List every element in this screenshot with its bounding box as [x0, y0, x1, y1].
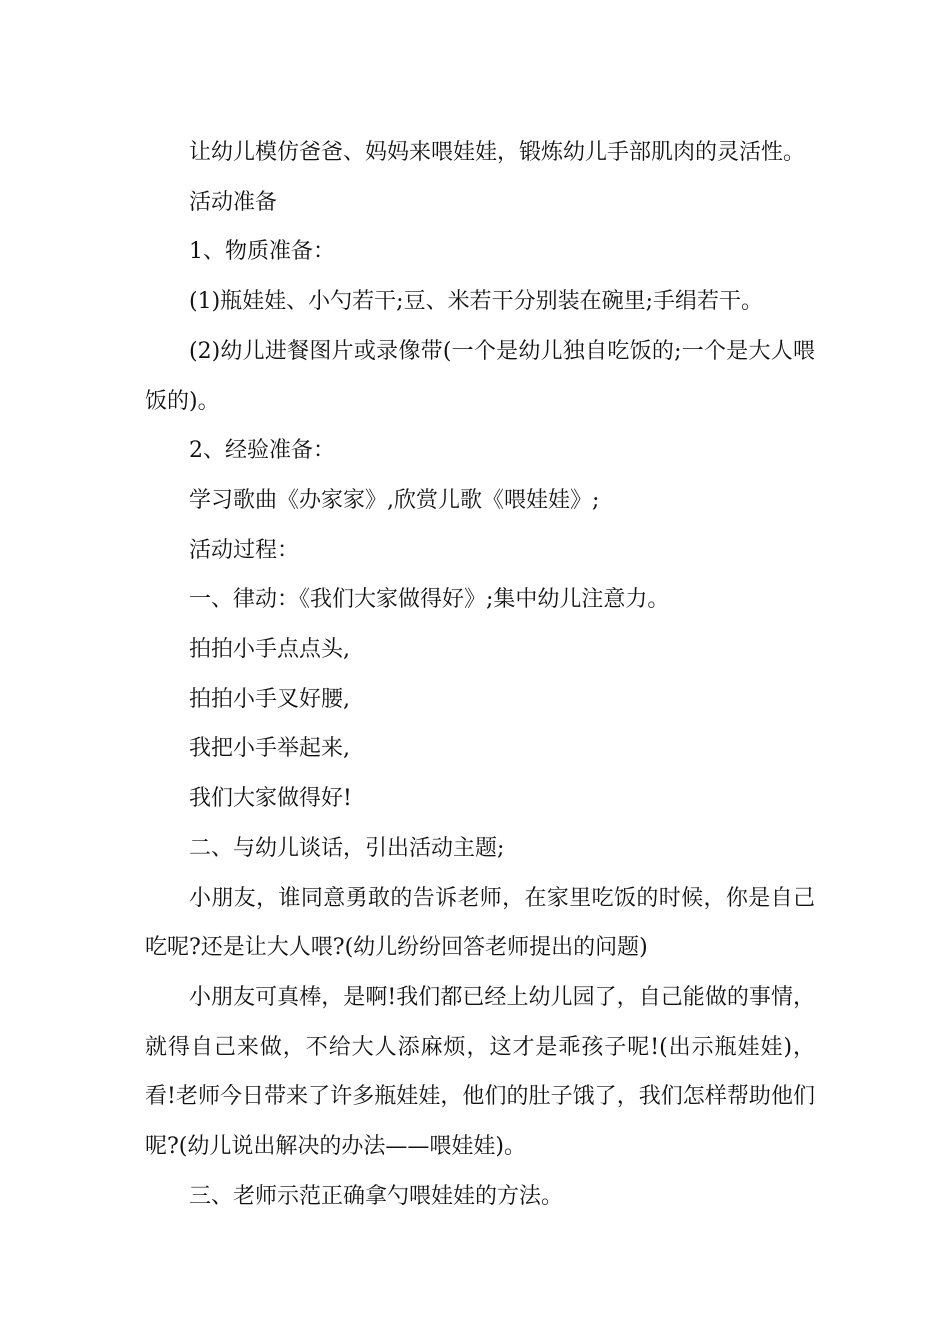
- step-rhythm: 一、律动：《我们大家做得好》;集中幼儿注意力。: [189, 587, 670, 613]
- paragraph-goal: 让幼儿模仿爸爸、妈妈来喂娃娃，锻炼幼儿手部肌肉的灵活性。: [189, 140, 806, 165]
- paragraph-question: 小朋友，谁同意勇敢的告诉老师，在家里吃饭的时候，你是自己吃呢?还是让大人喂?(幼儿纷纷回答老师提出的问题): [145, 885, 815, 961]
- list-item-materials-2: (2)幼儿进餐图片或录像带(一个是幼儿独自吃饭的;一个是大人喂饭的)。: [145, 338, 815, 414]
- document-body: [145, 128, 815, 1221]
- heading-preparation: 活动准备: [189, 189, 278, 215]
- paragraph-experience: 学习歌曲《办家家》,欣赏儿歌《喂娃娃》;: [189, 487, 600, 513]
- paragraph-praise: 小朋友可真棒，是啊!我们都已经上幼儿园了，自己能做的事情，就得自己来做，不给大人添麻烦，这才是乖孩子呢!(出示瓶娃娃)，看!老师今日带来了许多瓶娃娃，他们的肚子饿了，我们怎样帮助他们呢?(幼儿说出解决的办法——喂娃娃)。: [145, 984, 815, 1160]
- step-demonstration: 三、老师示范正确拿勺喂娃娃的方法。: [189, 1183, 564, 1209]
- rhyme-line-4: 我们大家做得好!: [189, 786, 352, 812]
- step-conversation: 二、与幼儿谈话，引出活动主题;: [189, 835, 505, 861]
- heading-experience-preparation: 2、经验准备：: [189, 438, 335, 464]
- rhyme-line-1: 拍拍小手点点头,: [189, 637, 350, 663]
- list-item-materials-1: (1)瓶娃娃、小勺若干;豆、米若干分别装在碗里;手绢若干。: [189, 289, 763, 315]
- heading-process: 活动过程：: [189, 537, 300, 563]
- rhyme-line-2: 拍拍小手叉好腰,: [189, 686, 350, 712]
- rhyme-line-3: 我把小手举起来,: [189, 736, 350, 762]
- heading-material-preparation: 1、物质准备：: [189, 239, 335, 265]
